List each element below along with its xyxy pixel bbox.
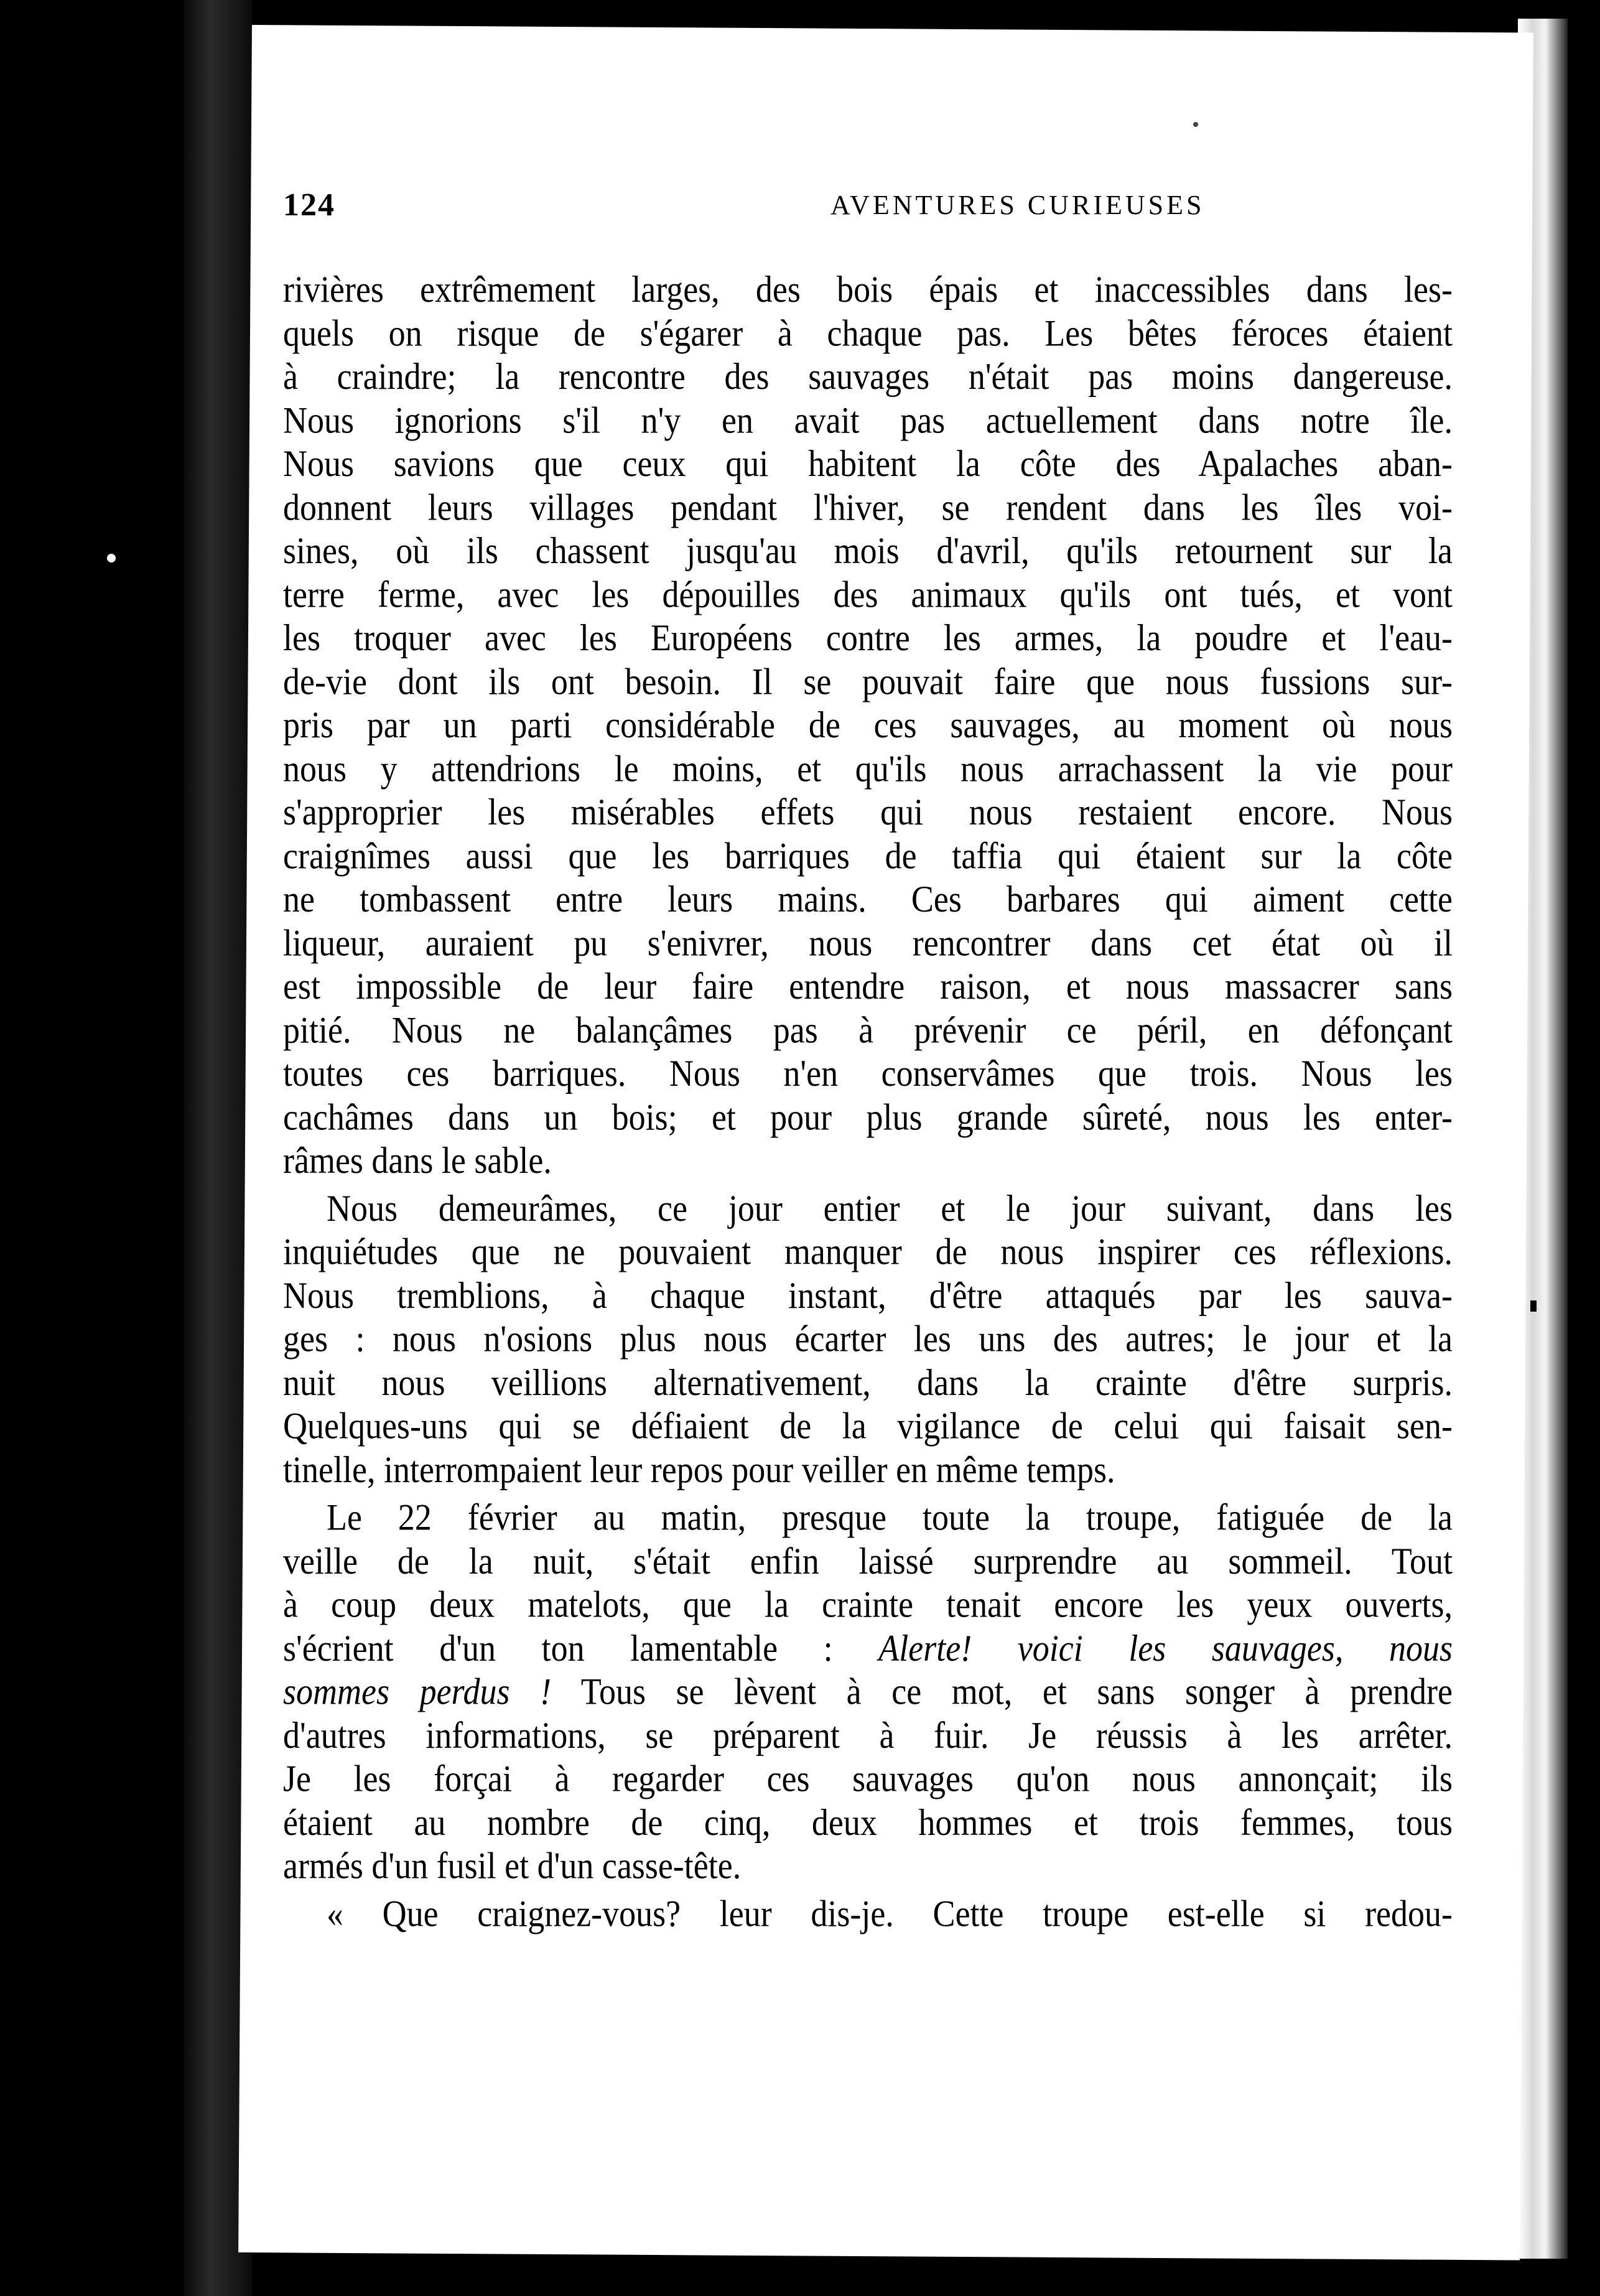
text-line: nous y attendrions le moins, et qu'ils nous arrachassent la vie pour	[283, 747, 1453, 790]
text-line: rivières extrêmement larges, des bois épais et inaccessibles dans les-	[283, 268, 1453, 310]
text-line: terre ferme, avec les dépouilles des animaux qu'ils ont tués, et vont	[283, 573, 1453, 615]
page-number: 124	[283, 187, 335, 223]
text-line: à coup deux matelots, que la crainte tenait encore les yeux ouverts,	[283, 1583, 1453, 1625]
paragraph-first-line: Le 22 février au matin, presque toute la troupe, fatiguée de la	[327, 1496, 1453, 1538]
text-line: cachâmes dans un bois; et pour plus grande sûreté, nous les enter-	[283, 1096, 1453, 1138]
text-line: tinelle, interrompaient leur repos pour veiller en même temps.	[283, 1448, 1115, 1491]
page-body	[283, 268, 1453, 1935]
paragraph-first-line: « Que craignez-vous? leur dis-je. Cette troupe est-elle si redou-	[327, 1892, 1453, 1934]
text-line: râmes dans le sable.	[283, 1139, 552, 1182]
text-line: s'approprier les misérables effets qui nous restaient encore. Nous	[283, 791, 1453, 833]
text-line: nuit nous veillions alternativement, dans la crainte d'être surpris.	[283, 1361, 1453, 1404]
page-header	[283, 187, 1421, 230]
text-line: de-vie dont ils ont besoin. Il se pouvait faire que nous fussions sur-	[283, 660, 1453, 702]
ink-speck	[1193, 122, 1198, 127]
text-line: Nous savions que ceux qui habitent la côte des Apalaches aban-	[283, 442, 1453, 485]
text-line: pris par un parti considérable de ces sauvages, au moment où nous	[283, 704, 1453, 746]
text-line-with-quote	[283, 1626, 1453, 1669]
text-line: armés d'un fusil et d'un casse-tête.	[283, 1844, 742, 1887]
text-line: d'autres informations, se préparent à fuir. Je réussis à les arrêter.	[283, 1714, 1453, 1756]
text-line: à craindre; la rencontre des sauvages n'était pas moins dangereuse.	[283, 355, 1453, 398]
ink-speck	[1530, 1300, 1537, 1312]
text-line: veille de la nuit, s'était enfin laissé surprendre au sommeil. Tout	[283, 1539, 1453, 1582]
scan-speck	[107, 554, 116, 562]
text-line: liqueur, auraient pu s'enivrer, nous rencontrer dans cet état où il	[283, 922, 1453, 964]
text-line: craignîmes aussi que les barriques de taffia qui étaient sur la côte	[283, 834, 1453, 877]
running-title: AVENTURES CURIEUSES	[830, 190, 1205, 220]
text-line: quels on risque de s'égarer à chaque pas. Les bêtes féroces étaient	[283, 312, 1453, 354]
text-line: Je les forçai à regarder ces sauvages qu'on nous annonçait; ils	[283, 1757, 1453, 1799]
text-line: ges : nous n'osions plus nous écarter les uns des autres; le jour et la	[283, 1317, 1453, 1360]
text-line: inquiétudes que ne pouvaient manquer de nous inspirer ces réflexions.	[283, 1230, 1453, 1273]
text-line: Nous ignorions s'il n'y en avait pas actuellement dans notre île.	[283, 399, 1453, 441]
text-line: Nous tremblions, à chaque instant, d'être attaqués par les sauva-	[283, 1274, 1453, 1317]
text-line: Quelques-uns qui se défiaient de la vigilance de celui qui faisait sen-	[283, 1404, 1453, 1447]
paragraph-first-line: Nous demeurâmes, ce jour entier et le jour suivant, dans les	[327, 1187, 1453, 1230]
text-line: est impossible de leur faire entendre raison, et nous massacrer sans	[283, 965, 1453, 1007]
text-line: donnent leurs villages pendant l'hiver, se rendent dans les îles voi-	[283, 486, 1453, 528]
text-fragment: Tous se lèvent à ce mot, et sans songer à prendre	[580, 1670, 1453, 1712]
text-line: toutes ces barriques. Nous n'en conservâmes que trois. Nous les	[283, 1052, 1453, 1094]
text-line: pitié. Nous ne balançâmes pas à prévenir ce péril, en défonçant	[283, 1009, 1453, 1051]
italic-exclamation-end: sommes perdus !	[283, 1670, 552, 1712]
quote-intro: s'écrient d'un ton lamentable :	[283, 1626, 833, 1669]
text-line: sines, où ils chassent jusqu'au mois d'avril, qu'ils retournent sur la	[283, 530, 1453, 572]
text-line: ne tombassent entre leurs mains. Ces barbares qui aiment cette	[283, 878, 1453, 920]
italic-exclamation: Alerte! voici les sauvages, nous	[878, 1626, 1453, 1669]
text-line-with-quote	[283, 1669, 1453, 1713]
text-line: étaient au nombre de cinq, deux hommes et trois femmes, tous	[283, 1801, 1453, 1843]
text-line: les troquer avec les Européens contre les armes, la poudre et l'eau-	[283, 617, 1453, 659]
